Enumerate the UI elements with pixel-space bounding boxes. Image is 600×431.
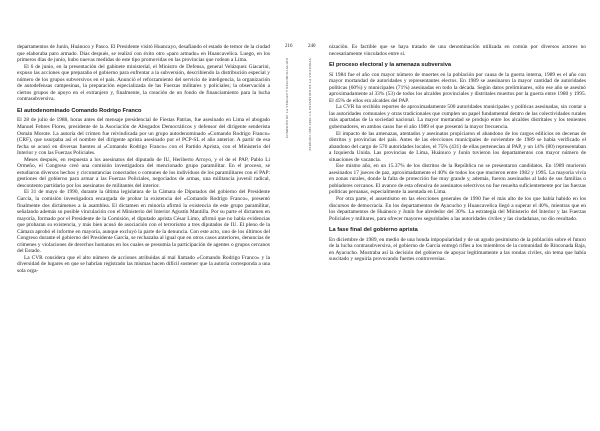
paragraph: La CVR considera que el alto número de acciones atribuidas al mal llamado «Comando Rodrigo Franco» y la diversidad de lugares en que se habrían registrado las mismas hacen difícil sostener que la autoría corresponda a una sola orga- xyxy=(17,254,270,274)
running-head: COMISIÓN DE LA VERDAD Y RECONCILIACIÓN xyxy=(285,58,289,138)
paragraph: El 6 de junio, en la presentación del gabinete ministerial, el Ministro de Defensa, general Velázquez Giacarini, expuso las acciones que preparaba el gobierno para enfrentar a la subversión, describiendo la distribución especial y número de los grupos subversivos en el país. Anunció el reforzamiento del servicio de inteligencia, la organización de autodefensas campesinas, la preparación especializada de las Fuerzas militares y policiales; la observación a ciertos grupos de apoyo en el extranjero y, finalmente, la creación de un fondo de financiamiento para la lucha contrasubversiva. xyxy=(17,63,270,103)
left-text-column xyxy=(17,44,270,275)
paragraph: nización. Es factible que se haya tratado de una denominación utilizada en común por diversos actores no necesariamente vinculados entre sí. xyxy=(329,44,586,57)
page-number: 216 xyxy=(285,44,293,49)
page-number: 240 xyxy=(308,44,316,49)
paragraph: El 31 de mayo de 1990, durante la última legislatura de la Cámara de Diputados del gobierno del Presidente García, la comisión investigadora encargada de probar la existencia del «Comando Rodrigo Franco», presentó finalmente dos dictámenes a la asamblea. El dictamen en minoría afirmó la existencia de este grupo paramilitar, señalando además su posible vinculación con el Ministerio del Interior Agustín Mantilla. Por su parte el dictamen en mayoría, formado por el Presidente de la Comisión, el diputado aprista César Limo, afirmó que no había evidencias que probaran su existencia, y más bien acusó de asociación con el terrorismo a tres diputados de IU. El pleno de la Cámara aprobó el informe en mayoría, aunque excluyó la parte de la denuncia. Con este acto, uno de los últimos del Congreso durante el gobierno del Presidente García, se rechazaba al igual que en otros casos anteriores, denuncias de crímenes y violaciones de derechos humanos en los cuales se presumía la participación de agentes o grupos cercanos del Estado. xyxy=(17,189,270,255)
running-head: PERÍODO 1985-1990: LA EXPANSIÓN DE LA VIOLENCIA xyxy=(308,58,312,151)
paragraph: La CVR ha recibido reportes de aproximadamente 500 autoridades municipales y políticas asesinadas, sin contar a las autoridades comunales y otras tradicionales que cumplen un papel fundamental dentro de las colectividades rurales más apartadas de la sociedad nacional. La mayor mortandad se produjo entre los alcaldes distritales y los tenientes gobernadores, en ambos casos fue el año 1989 el que presentó la mayor frecuencia. xyxy=(329,104,586,130)
paragraph: Meses después, en respuesta a los asesinatos del diputado de IU, Heriberto Arroyo, y el de el PAP, Pablo Li Ormeño, el Congreso creó una comisión investigadora del mencionado grupo paramilitar. En el proceso, se estudiaron diversos hechos y circunstancias conectados o comunes de los individuos de los paramilitares con el PAP: gestiones del gobierno para armar a las Fuerzas Policiales, negociados de armas, una militancia juvenil radical, descontento partidario por los asesinatos de militantes del interior. xyxy=(17,156,270,189)
right-page xyxy=(300,0,600,431)
paragraph: El 28 de julio de 1988, horas antes del mensaje presidencial de Fiestas Patrias, fue asesinado en Lima el abogado Manuel Febres Flores, presidente de la Asociación de Abogados Democráticos y defensor del dirigente senderista Osmán Morote. La autoría del crimen fue reivindicada por un grupo autodenominado «Comando Rodrigo Franco» (CRF), que usurpaba así el nombre del dirigente aprista asesinado por el PCP-SL el año anterior. A partir de esa fecha se acusó en diversas fuentes al «Comando Rodrigo Franco» con el Partido Aprista, con el Ministerio del Interior y con las Fuerzas Policiales. xyxy=(17,117,270,157)
paragraph: Ese mismo año, en un 15.37% de los distritos de la República no se presentaron candidatos. En 1989 murieron asesinados 17 jueces de paz, aproximadamente el 40% de todos los que murieron entre 1982 y 1995. La mayoría vivía en zonas rurales, donde la falta de protección fue muy grande y, además, fueron asesinados al lado de sus familias o pobladores cercanos. El avance de esta ofensiva de asesinatos selectivos no fue resuelta suficientemente por las fuerzas políticas peruanas, especialmente la asentada en Lima. xyxy=(329,163,586,196)
paragraph: En diciembre de 1989, en medio de una honda impopularidad y de un agudo pesimismo de la población sobre el futuro de la lucha contrasubversiva, el gobierno de García entregó rifles a los miembros de la comunidad de Rinconada Baja, en Ayacucho. Mostraba así la decisión del gobierno de apoyar legítimamente a las rondas civiles, sin tema que había suscitado y seguiría provocando fuertes controversias. xyxy=(329,236,586,263)
paragraph: departamentos de Junín, Huánuco y Pasco. El Presidente visitó Huancayo, desafiando el estado de temor de la ciudad que elaboraba paro armado. Dias después, se realizó con éxito otro «paro armado» en Huancavelica. Luego, en los primeros días de junio, hubo nuevas medidas de este tipo promovidas en las provincias que rodean a Lima. xyxy=(17,44,270,64)
paragraph: El impacto de las amenazas, atentados y asesinatos propiciaron el abandono de los cargos edilicios en decenas de distritos y provincias del país. Antes de las elecciones municipales de noviembre de 1989 se había verificado el abandono del cargo de 576 autoridades locales, el 75% (431) de ellas pertenecían al PAP, y un 14% (80) representaban a Izquierda Unida. Las provincias de Lima, Huánuco y Junín tuvieron los departamentos con mayor número de situaciones de vacancia. xyxy=(329,130,586,163)
right-text-column xyxy=(329,44,586,263)
paragraph: Por otra parte, el ausentismo en las elecciones generales de 1990 fue el más alto de los que había habido en los discursos de democracia. En los departamentos de Ayacucho y Huancavelica llegó a superar el 40%, mientras que en los departamentos de Huánuco y Junín fue alrededor del 30%. La estrategia del Ministerio del Interior y las Fuerzas Policiales y militares, para ofrecer mayores seguridades a las autoridades civiles y las ciudadanas, no dio resultado. xyxy=(329,195,586,222)
section-heading: La fase final del gobierno aprista xyxy=(329,227,418,234)
paragraph: Si 1984 fue el año con mayor número de muertes en la población por causa de la guerra interna, 1989 es el año con mayor mortandad de autoridades y representantes electos. En 1989 se asesinaron la mayor cantidad de autoridades políticas (60%) y municipales (71%) asesinadas en todo la década. Según datos preliminares, sólo ese año se asesinó aproximadamente al 33% (53) de todos los alcaldes provinciales y distritales muertos por la guerra entre 1980 y 1995. El 45% de ellos era alcaldes del PAP. xyxy=(329,71,586,104)
section-heading: El autodenominado Comando Rodrigo Franco xyxy=(17,107,142,114)
section-heading: El proceso electoral y la amenaza subversiva xyxy=(329,62,452,69)
